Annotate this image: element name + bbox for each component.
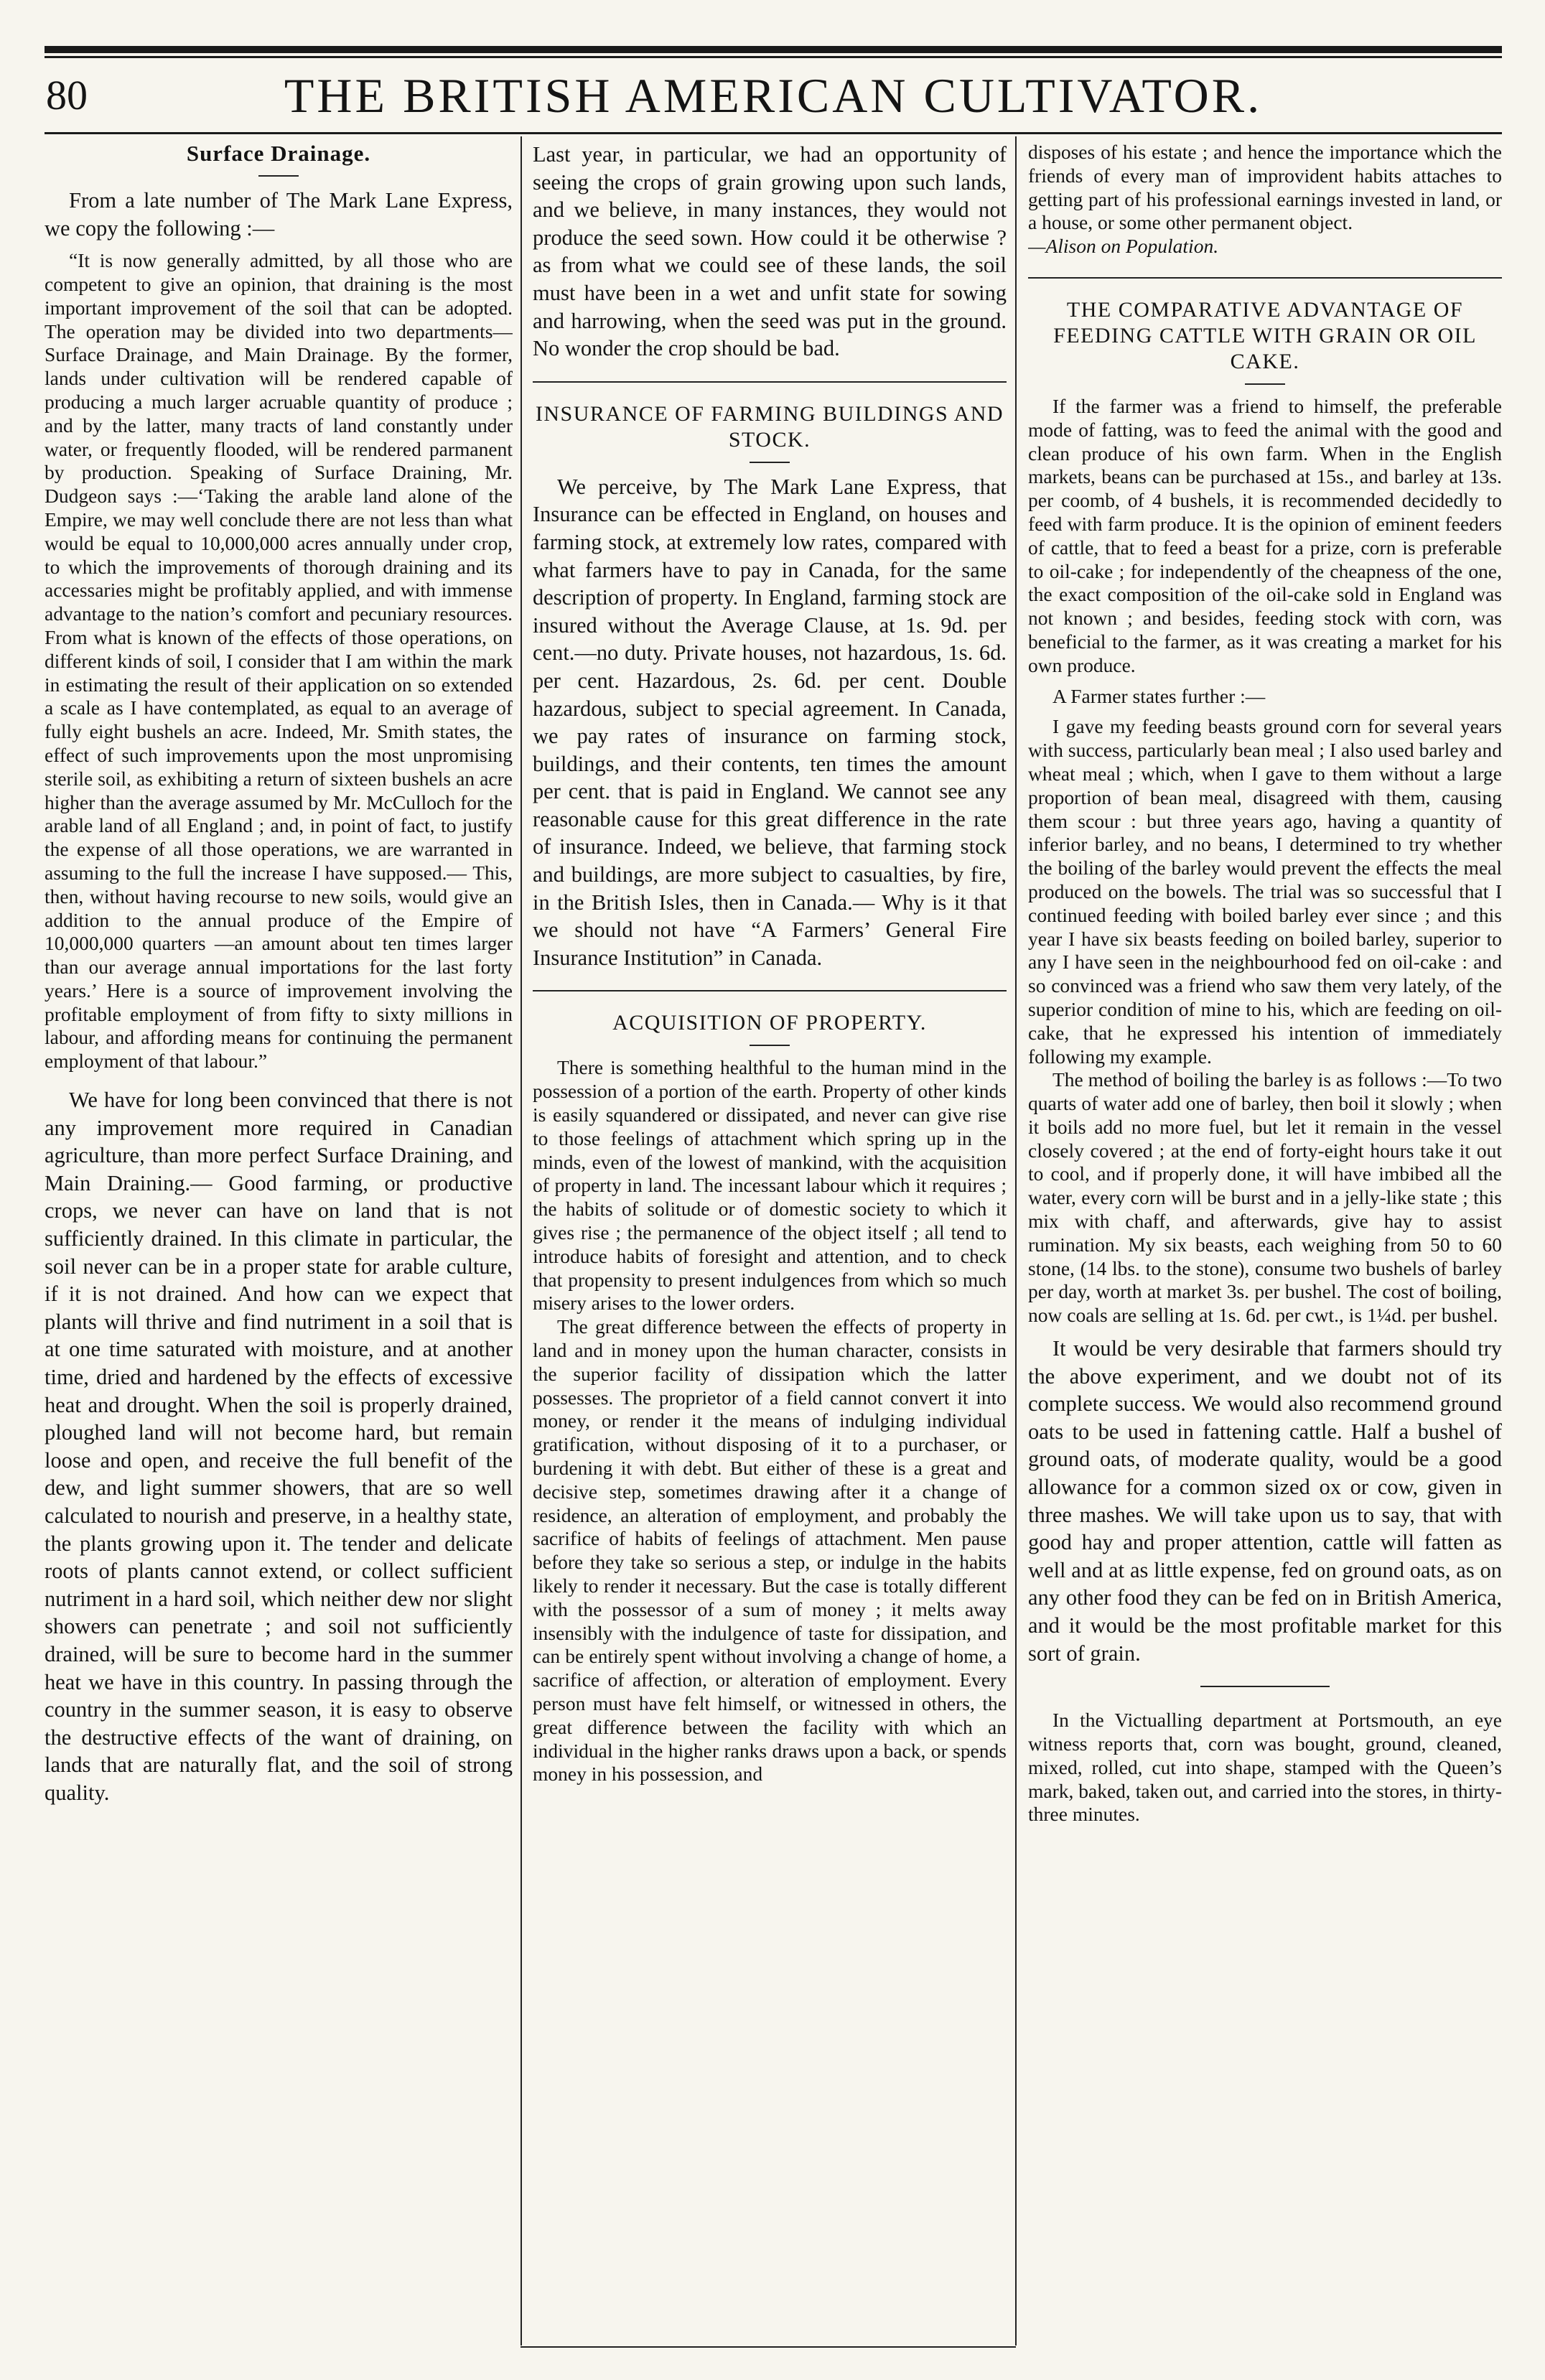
masthead-header <box>45 62 1502 134</box>
top-border-thin <box>45 56 1502 58</box>
acquisition-paragraph-2: The great difference between the effects of property in land and in money upon the human character, consists in the superior facility of dissipation which the latter possesses. The proprietor of a field cannot convert it into money, or render it the means of indulging individual gratification, without disposing of it to a purchaser, or burdening it with debt. But either of these is a great and decisive step, sometimes drawing after it a change of residence, an alteration of employment, and probably the sacrifice of habits of feelings of attachment. Men pause before they take so serious a step, or indulge in the habits likely to render it necessary. But the case is totally different with the possessor of a sum of money ; it melts away insensibly with the indulgence of taste for dissipation, and can be entirely spent without involving a change of home, a sacrifice of affection, or alteration of employment. Every person must have felt himself, or witnessed in others, the great difference between the facility with which an individual in the higher ranks draws upon a back, or spends money in his possession, and <box>533 1315 1007 1786</box>
farmer-states-line: A Farmer states further :— <box>1052 684 1266 707</box>
section-rule <box>533 381 1007 383</box>
header-rule <box>45 132 1502 134</box>
victualling-paragraph: In the Victualling department at Portsmouth, an eye witness reports that, corn was bought, ground, cleaned, mixed, rolled, cut into shape, stamped with the Queen’s mark, baked, taken out, and carried into the stores, in thirty-three minutes. <box>1028 1709 1502 1826</box>
heading-stub-rule <box>1245 383 1285 385</box>
intro-paragraph: From a late number of The Mark Lane Express, we copy the following :— <box>45 188 513 241</box>
acquisition-paragraph-1: There is something healthful to the human mind in the possession of a portion of the earth. Property of other kinds is easily squandered or dissipated, and never can give rise to those feelings of attachment which spring up in the minds, even of the lowest of mankind, with the acquisition of property in land. The incessant labour which it requires ; the habits of solitude or of domestic society to which it gives rise ; the permanence of the object itself ; all tend to introduce habits of foresight and attention, and to check that propensity to present indulgences from which so much misery arises to the lower orders. <box>533 1056 1007 1315</box>
attribution: —Alison on Population. <box>1028 235 1219 258</box>
feeding-paragraph-2: I gave my feeding beasts ground corn for several years with success, particularly bean meal ; I also used barley and wheat meal ; which, when I gave to them without a large proportion of bean meal, disagreed with them, causing them scour : but three years ago, having a quantity of inferior barley, and no beans, I determined to try whether the boiling of the barley would prevent the effects the meal produced on the bowels. The trial was so successful that I continued feeding with boiled barley ever since ; and this year I have six beasts feeding on boiled barley, superior to any I have seen in the neighbourhood fed on oil-cake : and so convinced was a friend who saw them very lately, of the superior condition of mine to his, which are feeding on oil-cake, that he expressed his intention of immediately following my example. <box>1028 715 1502 1068</box>
heading-stub-rule <box>750 462 790 463</box>
page-number: 80 <box>46 72 88 118</box>
top-border <box>45 46 1502 53</box>
feeding-paragraph-3: The method of boiling the barley is as follows :—To two quarts of water add one of barley, then boil it slowly ; when it boils add no more fuel, but let it remain in the vessel closely covered ; at the end of forty-eight hours take it out to cool, and if properly done, it will have imbibed all the water, every corn will be burst and in a jelly-like state ; this mix with chaff, and afterwards, give hay to assist rumination. My six beasts, each weighing from 50 to 60 stone, (14 lbs. to the stone), consume two bushels of barley per day, worth at market 3s. per bushel. The cost of boiling, now coals are selling at 1s. 6d. per cwt., is 1¼d. per bushel. <box>1028 1068 1502 1327</box>
insurance-paragraph: We perceive, by The Mark Lane Express, that Insurance can be effected in England, on houses and farming stock, at extremely low rates, compared with what farmers have to pay in Canada, for the same description of property. In England, farming stock are insured without the Average Clause, at 1s. 9d. per cent.—no duty. Private houses, not hazardous, 1s. 6d. per cent. Hazardous, 2s. 6d. per cent. Double hazardous, subject to special agreement. In Canada, we pay rates of insurance on farming stock, buildings, and their contents, ten times the amount per cent. that is paid in England. We cannot see any reasonable cause for this great difference in the rate of insurance. Indeed, we believe, that farming stock and buildings, are more subject to casualties, by fire, in the British Isles, then in Canada.— Why is it that we should not have “A Farmers’ General Fire Insurance Institution” in Canada. <box>533 474 1007 970</box>
column-3 <box>1028 141 1502 2351</box>
heading-stub-rule <box>750 1045 790 1046</box>
column-1 <box>45 141 513 2351</box>
editorial-paragraph: We have for long been convinced that there is not any improvement more required in Canadian agriculture, than more perfect Surface Draining, and Main Draining.— Good farming, or productive crops, we never can have on land that is not sufficiently drained. In this climate in particular, the soil never can be in a proper state for arable culture, if it is not drained. And how can we expect that plants will thrive and find nutriment in a soil that is at one time saturated with moisture, and at another time, dried and hardened by the effects of excessive heat and drought. When the soil is properly drained, ploughed land will not become hard, but remain loose and open, and receive the full benefit of the dew, and light summer showers, that are so well calculated to nourish and preserve, in a healthy state, the plants growing upon it. The tender and delicate roots of plants cannot extend, or collect sufficient nutriment in a hard soil, which neither dew nor slight showers can penetrate ; and soil not sufficiently drained, will be sure to become hard in the summer heat we have in this country. In passing through the country in the summer season, it is easy to observe the destructive effects of the want of draining, on lands that are naturally flat, and the soil of strong quality. <box>45 1088 513 1805</box>
article-heading-insurance: INSURANCE OF FARMING BUILDINGS AND STOCK. <box>535 401 1004 452</box>
column-divider <box>521 136 522 2346</box>
quoted-extract: “It is now generally admitted, by all those who are competent to give an opinion, that draining is the most important improvement of the soil that can be adopted. The operation may be divided into two departments—Surface Drainage, and Main Drainage. By the former, lands under cultivation will be rendered capable of producing a much larger acruable quantity of produce ; and by the latter, many tracts of land constantly under water, or frequently flooded, will be rendered parmanent by production. Speaking of Surface Draining, Mr. Dudgeon says :—‘Taking the arable land alone of the Empire, we may well conclude there are not less than what would be equal to 10,000,000 acres annually under crop, to which the improvements of thorough draining and its accessaries might be profitably applied, and with immense advantage to the nation’s comfort and pecuniary resources. From what is known of the effects of those operations, on different kinds of soil, I consider that I am within the mark in estimating the result of their application on so extended a scale as I have contemplated, as equal to an average of fully eight bushels an acre. Indeed, Mr. Smith states, the effect of such improvements upon the most unpromising sterile soil, as exhibiting a return of sixteen bushels an acre higher than the average assumed by Mr. McCulloch for the arable land of all England ; and, in point of fact, to justify the expense of all those operations, we are warranted in assuming to the full the increase I have supposed.— This, then, without having recourse to new soils, would give an addition to the annual produce of the Empire of 10,000,000 quarters —an amount about ten times larger than our average annual importations for the last forty years.’ Here is a source of improvement involving the profitable employment of from fifty to sixty millions in labour, and affording means for continuing the permanent employment of that labour.” <box>45 249 513 1073</box>
short-rule <box>1200 1686 1330 1687</box>
bottom-rule <box>521 2346 1016 2348</box>
feeding-paragraph-1: If the farmer was a friend to himself, the preferable mode of fatting, was to feed the animal with the good and clean produce of his own farm. When in the English markets, beans can be purchased at 15s., and barley at 13s. per coomb, of 4 bushels, it is recommended decidedly to feed with farm produce. It is the opinion of eminent feeders of cattle, that to feed a beast for a prize, corn is preferable to oil-cake ; for independently of the cheapness of the one, the exact composition of the oil-cake sold in England was not known ; and besides, feeding stock with corn, was beneficial to the farmer, as it was creating a market for his own produce. <box>1028 394 1502 676</box>
article-heading-surface-drainage: Surface Drainage. <box>186 141 371 166</box>
section-rule <box>533 990 1007 991</box>
article-heading-feeding-cattle: THE COMPARATIVE ADVANTAGE OF FEEDING CATTLE WITH GRAIN OR OIL CAKE. <box>1053 297 1477 373</box>
article-heading-acquisition: ACQUISITION OF PROPERTY. <box>612 1011 927 1035</box>
newspaper-title: THE BRITISH AMERICAN CULTIVATOR. <box>284 68 1263 123</box>
column-2 <box>533 141 1007 2351</box>
continued-paragraph: Last year, in particular, we had an opportunity of seeing the crops of grain growing upon such lands, and we believe, in many instances, they would not produce the seed sown. How could it be otherwise ? as from what we could see of these lands, the soil must have been in a wet and unfit state for sowing and harrowing, when the seed was put in the ground. No wonder the crop should be bad. <box>533 142 1007 361</box>
heading-stub-rule <box>258 175 299 177</box>
column-divider <box>1015 136 1017 2346</box>
editorial-comment: It would be very desirable that farmers should try the above experiment, and we doubt not of its complete success. We would also recommend ground oats to be used in fattening cattle. Half a bushel of ground oats, of moderate quality, would be a good allowance for a common sized ox or cow, given in three mashes. We will take upon us to say, that with good hay and proper attention, cattle will fatten as well and at as little expense, fed on ground oats, as on any other food they can be fed on in British America, and it would be the most profitable market for this sort of grain. <box>1028 1336 1502 1666</box>
section-rule <box>1028 277 1502 279</box>
continued-paragraph: disposes of his estate ; and hence the importance which the friends of every man of improvident habits attaches to getting part of his professional earnings invested in land, or a house, or some other permanent object. <box>1028 141 1502 234</box>
